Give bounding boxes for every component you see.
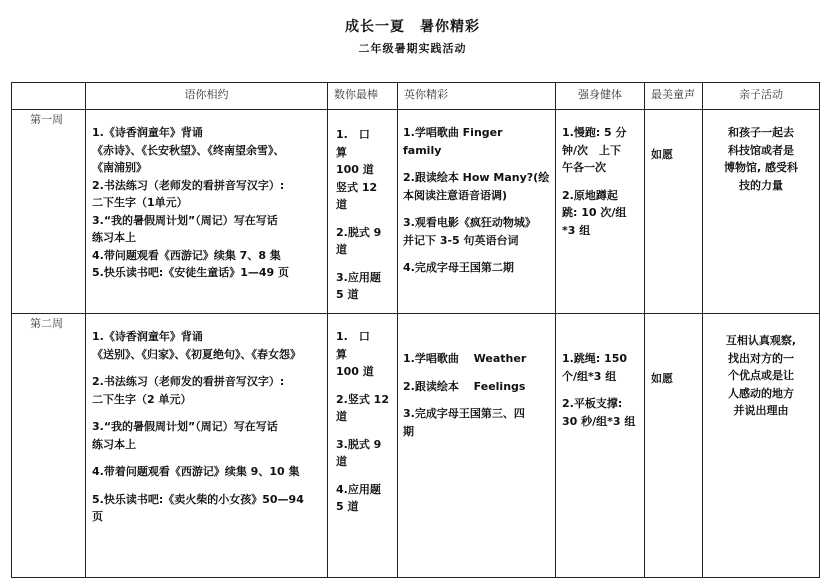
cell-line: 个/组*3 组 bbox=[562, 369, 617, 383]
cell-line: 100 道 bbox=[336, 163, 374, 176]
page-subtitle: 二年级暑期实践活动 bbox=[358, 42, 467, 55]
cell-line: 4.带问题观看《西游记》续集 7、8 集 bbox=[92, 248, 281, 262]
cell-line: 午各一次 bbox=[562, 161, 606, 174]
english-cell bbox=[398, 110, 556, 314]
cell-line: 《南浦别》 bbox=[92, 161, 147, 174]
week-label: 第二周 bbox=[12, 314, 86, 578]
sports-cell bbox=[556, 314, 645, 578]
cell-line: 100 道 bbox=[336, 365, 374, 378]
line-gap bbox=[562, 385, 638, 395]
cell-line: 5 道 bbox=[336, 500, 359, 513]
cell-line: 2.脱式 9 bbox=[336, 225, 382, 239]
line-gap bbox=[92, 363, 321, 373]
line-gap bbox=[336, 426, 389, 436]
table-row bbox=[12, 110, 820, 314]
line-gap bbox=[403, 395, 551, 405]
cell-line: 1.学唱歌曲 Finger bbox=[403, 126, 503, 139]
cell-line: 1.《诗香润童年》背诵 bbox=[92, 330, 203, 343]
cell-line: 道 bbox=[336, 455, 347, 468]
cell-line: 跳: 10 次/组 bbox=[562, 206, 627, 219]
page-title: 成长一夏 暑你精彩 bbox=[345, 19, 480, 35]
math-cell bbox=[328, 314, 398, 578]
cell-line: 竖式 12 道 bbox=[336, 180, 381, 211]
table-header-row bbox=[12, 83, 820, 110]
line-gap bbox=[336, 259, 389, 269]
cell-line: 期 bbox=[403, 424, 414, 438]
cell-line: 博物馆, 感受科 bbox=[723, 161, 798, 174]
cell-line: 5.快乐读书吧:《安徒生童话》1—49 页 bbox=[92, 266, 290, 279]
cell-line: 3.观看电影《疯狂动物城》 bbox=[403, 216, 536, 229]
line-gap bbox=[403, 159, 551, 169]
cell-line: 30 秒/组*3 组 bbox=[562, 414, 636, 428]
cell-line: 3.完成字母王国第三、四 bbox=[403, 407, 525, 420]
sports-cell bbox=[556, 110, 645, 314]
header-week bbox=[12, 83, 86, 110]
cell-line: 如愿 bbox=[651, 372, 673, 385]
cell-line: 3.“我的暑假周计划”（周记）写在写话 bbox=[92, 420, 278, 433]
line-gap bbox=[403, 368, 551, 378]
line-gap bbox=[92, 408, 321, 418]
cell-line: 5.快乐读书吧:《卖火柴的小女孩》50—94 bbox=[92, 492, 304, 506]
chinese-cell bbox=[86, 314, 328, 578]
cell-line: 1.跳绳: 150 bbox=[562, 352, 628, 365]
cell-line: 找出对方的一 bbox=[728, 351, 794, 365]
chinese-cell bbox=[86, 110, 328, 314]
line-gap bbox=[336, 214, 389, 224]
cell-line: 《送别》、《归家》、《初夏绝句》、《春女怨》 bbox=[92, 347, 301, 361]
cell-line: family bbox=[403, 143, 442, 157]
cell-line: 页 bbox=[92, 510, 103, 523]
cell-line: 本阅读注意语音语调) bbox=[403, 188, 508, 202]
line-gap bbox=[403, 249, 551, 259]
header-english: 英你精彩 bbox=[398, 83, 556, 110]
line-gap bbox=[336, 471, 389, 481]
cell-line: 1.《诗香润童年》背诵 bbox=[92, 126, 203, 139]
voice-cell bbox=[645, 314, 703, 578]
table-row bbox=[12, 314, 820, 578]
cell-line: 4.完成字母王国第二期 bbox=[403, 261, 514, 274]
cell-line: 并记下 3-5 句英语台词 bbox=[403, 233, 519, 247]
cell-line: 道 bbox=[336, 243, 347, 256]
cell-line: 2.跟读绘本 How Many?(绘 bbox=[403, 171, 550, 184]
cell-line: 互相认真观察, bbox=[725, 334, 797, 347]
cell-line: 2.平板支撑: bbox=[562, 397, 623, 410]
cell-line: 2.竖式 12 bbox=[336, 392, 389, 406]
cell-line: 3.“我的暑假周计划”（周记）写在写话 bbox=[92, 213, 278, 227]
line-gap bbox=[403, 204, 551, 214]
cell-line: 2.书法练习（老师发的看拼音写汉字）: bbox=[92, 375, 285, 388]
line-gap bbox=[92, 481, 321, 491]
cell-line: 并说出理由 bbox=[733, 404, 789, 417]
header-chinese: 语你相约 bbox=[86, 83, 328, 110]
header-voice: 最美童声 bbox=[645, 83, 703, 110]
cell-line: 1.慢跑: 5 分 bbox=[562, 126, 627, 139]
activity-table bbox=[11, 82, 820, 578]
header-math: 数你最棒 bbox=[328, 83, 398, 110]
cell-line: 和孩子一起去 bbox=[728, 126, 794, 139]
cell-line: 二下生字（2 单元） bbox=[92, 392, 192, 406]
header-sports: 强身健体 bbox=[556, 83, 645, 110]
cell-line: 2.书法练习（老师发的看拼音写汉字）: bbox=[92, 178, 285, 192]
cell-line: 1. 口 算 bbox=[336, 330, 381, 361]
family-cell bbox=[703, 110, 820, 314]
family-cell bbox=[703, 314, 820, 578]
english-cell bbox=[398, 314, 556, 578]
line-gap bbox=[92, 453, 321, 463]
cell-line: 4.带着问题观看《西游记》续集 9、10 集 bbox=[92, 465, 300, 478]
cell-line: 练习本上 bbox=[92, 437, 136, 451]
cell-line: 3.应用题 bbox=[336, 270, 381, 284]
cell-line: 1.学唱歌曲 Weather bbox=[403, 352, 527, 365]
cell-line: 3.脱式 9 bbox=[336, 437, 382, 451]
cell-line: 科技馆或者是 bbox=[728, 143, 794, 157]
cell-line: 1. 口 算 bbox=[336, 128, 381, 159]
cell-line: 钟/次 上下 bbox=[562, 143, 622, 157]
week-label: 第一周 bbox=[12, 110, 86, 314]
cell-line: 5 道 bbox=[336, 288, 359, 301]
cell-line: 2.跟读绘本 Feelings bbox=[403, 379, 526, 393]
cell-line: 4.应用题 bbox=[336, 482, 381, 496]
cell-line: 如愿 bbox=[651, 148, 673, 161]
cell-line: 人感动的地方 bbox=[728, 386, 794, 400]
cell-line: 2.原地蹲起 bbox=[562, 188, 618, 202]
cell-line: 二下生字（1单元） bbox=[92, 196, 188, 209]
line-gap bbox=[562, 177, 638, 187]
voice-cell bbox=[645, 110, 703, 314]
cell-line: *3 组 bbox=[562, 223, 591, 237]
header-family: 亲子活动 bbox=[703, 83, 820, 110]
cell-line: 《赤诗》、《长安秋望》、《终南望余雪》、 bbox=[92, 143, 285, 157]
cell-line: 练习本上 bbox=[92, 231, 136, 244]
cell-line: 技的力量 bbox=[739, 178, 783, 192]
line-gap bbox=[336, 381, 389, 391]
cell-line: 道 bbox=[336, 410, 347, 423]
math-cell bbox=[328, 110, 398, 314]
cell-line: 个优点或是让 bbox=[728, 369, 794, 382]
